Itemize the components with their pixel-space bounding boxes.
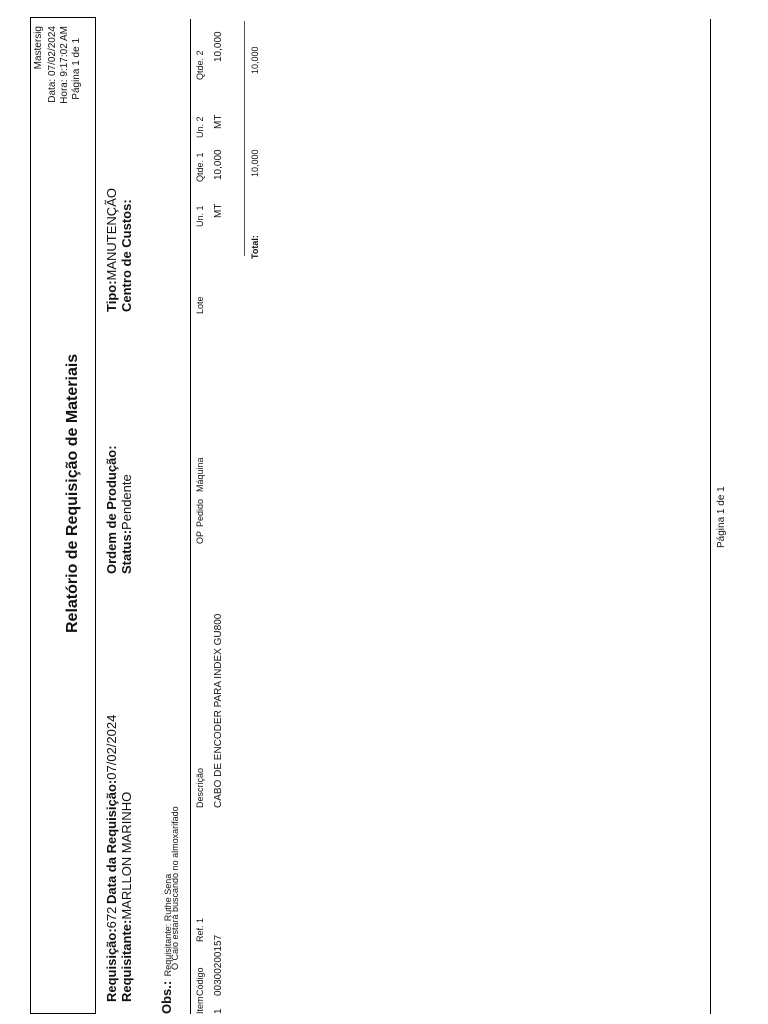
table-header-rule-top — [190, 19, 191, 1014]
total-qtde1: 10,000 — [250, 149, 260, 177]
footer-rule — [710, 19, 711, 1014]
report-date: Data: 07/02/2024 — [47, 26, 58, 103]
cell-codigo: 00300200157 — [213, 934, 224, 996]
cell-item: 1 — [213, 1008, 224, 1014]
total-rule — [244, 21, 245, 256]
requisition-number-value: 672 — [104, 906, 119, 929]
col-header-un2: Un. 2 — [195, 116, 205, 138]
report-time: Hora: 9:17:02 AM — [59, 26, 70, 104]
requester-label: Requisitante: — [119, 919, 134, 1002]
col-header-maquina: Máquina — [195, 457, 205, 492]
production-order-label: Ordem de Produção: — [104, 445, 119, 574]
obs-line-1: Requisitante: Ruthe Sena — [163, 873, 173, 977]
requisition-status — [118, 474, 136, 574]
cell-un1: MT — [213, 203, 224, 218]
col-header-un1: Un. 1 — [195, 205, 205, 227]
requisition-number-label: Requisição: — [104, 928, 119, 1002]
total-label: Total: — [250, 235, 260, 259]
report-page-number: Página 1 de 1 — [71, 38, 82, 100]
footer-page-number: Página 1 de 1 — [716, 486, 727, 548]
col-header-item: Item — [195, 996, 205, 1014]
col-header-lote: Lote — [195, 296, 205, 314]
requisition-date-value: 07/02/2024 — [104, 714, 119, 780]
status-label: Status: — [119, 529, 134, 574]
col-header-descricao: Descrição — [195, 767, 205, 808]
cost-center — [118, 199, 136, 312]
col-header-qtde2: Qtde. 2 — [195, 50, 205, 80]
obs-label: Obs.: — [159, 980, 174, 1014]
total-qtde2: 10,000 — [250, 46, 260, 74]
requisition-type-value: MANUTENÇÃO — [104, 188, 119, 281]
obs-line-2: O Caio estará buscando no almoxarifado — [170, 806, 180, 970]
col-header-codigo: Código — [195, 967, 205, 996]
requisition-date-label: Data da Requisição: — [104, 779, 119, 904]
status-value: Pendente — [119, 474, 134, 530]
requester — [118, 792, 136, 1002]
requester-value: MARLLON MARINHO — [119, 791, 134, 920]
col-header-pedido: Pedido — [195, 498, 205, 527]
col-header-qtde1: Qtde. 1 — [195, 152, 205, 182]
cell-descricao: CABO DE ENCODER PARA INDEX GU800 — [213, 613, 224, 808]
requisition-type-label: Tipo: — [104, 280, 119, 312]
cost-center-label: Centro de Custos: — [119, 199, 134, 312]
cell-un2: MT — [213, 114, 224, 129]
col-header-ref1: Ref. 1 — [195, 917, 205, 942]
cell-qtde2: 10,000 — [213, 31, 224, 62]
cell-qtde1: 10,000 — [213, 149, 224, 180]
page-title: Relatório de Requisição de Materiais — [64, 353, 81, 633]
system-name: Mastersig — [33, 26, 44, 70]
header-box — [30, 17, 96, 1014]
col-header-op: OP — [195, 530, 205, 544]
